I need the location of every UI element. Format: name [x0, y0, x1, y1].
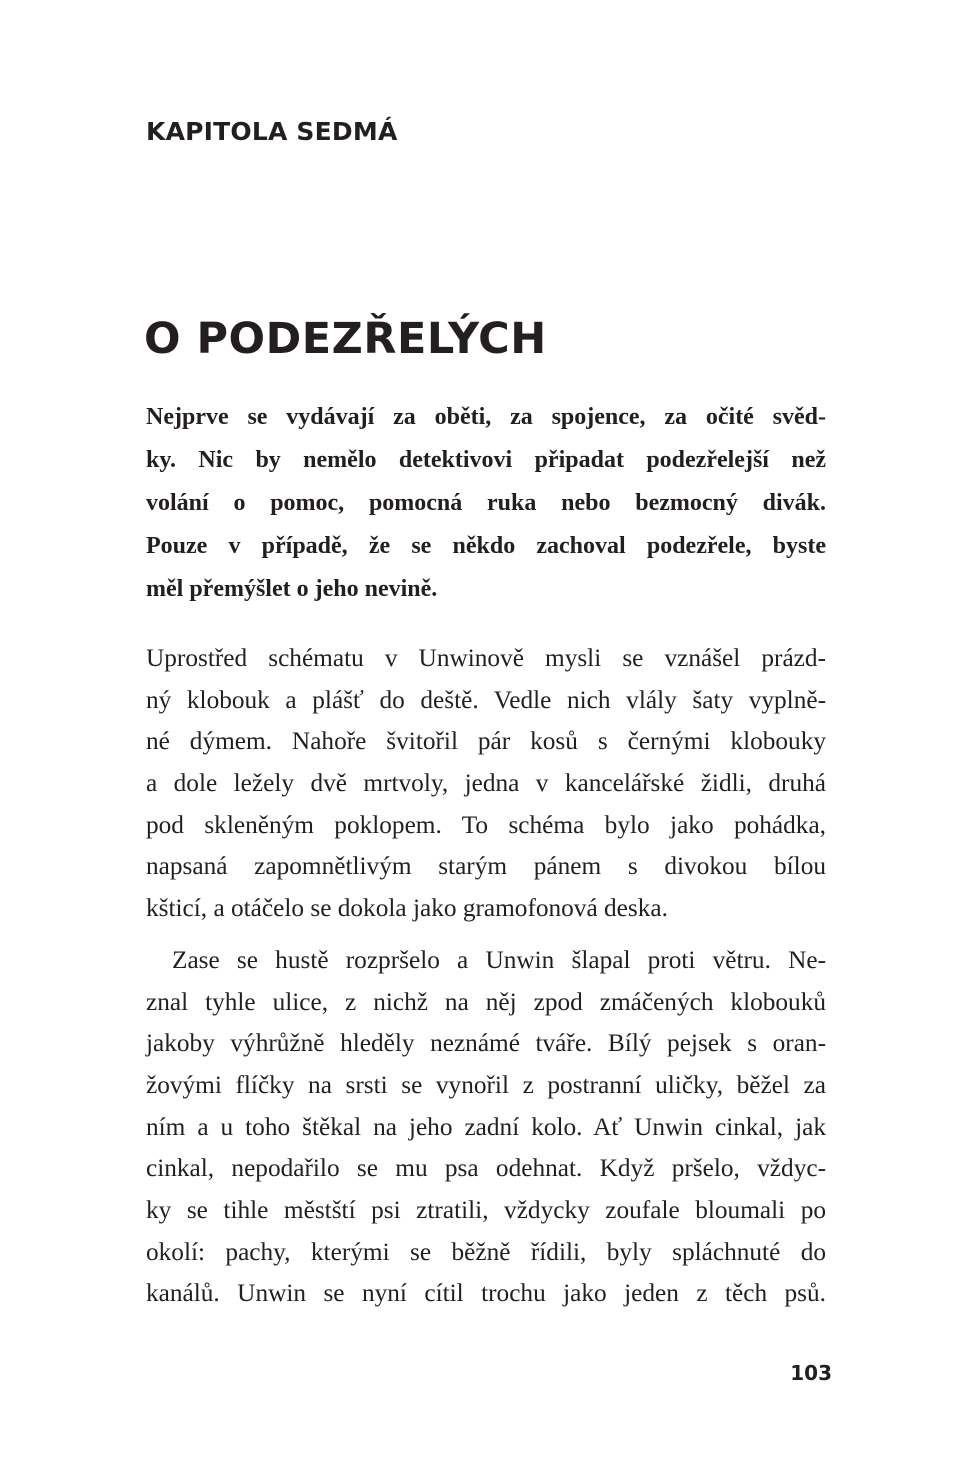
- paragraph-2: [146, 940, 826, 1315]
- body-line: pod skleněným poklopem. To schéma bylo jako pohádka,: [146, 810, 826, 839]
- body-line: Uprostřed schématu v Unwinově mysli se vznášel prázd-: [146, 644, 826, 672]
- body-line: ky se tihle městští psi ztratili, vždycky zoufale bloumali po: [146, 1195, 826, 1224]
- epigraph-line: Pouze v případě, že se někdo zachoval podezřele, byste: [146, 533, 826, 559]
- epigraph-line: volání o pomoc, pomocná ruka nebo bezmocný divák.: [146, 490, 826, 516]
- body-line: ný klobouk a plášť do deště. Vedle nich vlály šaty vyplně-: [146, 685, 826, 714]
- chapter-title: O PODEZŘELÝCH: [144, 314, 547, 364]
- paragraph-1: [146, 638, 826, 930]
- body-line: cinkal, nepodařilo se mu psa odehnat. Když pršelo, vždyc-: [146, 1154, 826, 1183]
- epigraph-line: Nejprve se vydávají za oběti, za spojence, za očité svěd-: [146, 404, 826, 430]
- epigraph-line: měl přemýšlet o jeho nevině.: [146, 576, 438, 602]
- body-line: kanálů. Unwin se nyní cítil trochu jako jeden z těch psů.: [146, 1279, 826, 1308]
- epigraph-line: ky. Nic by nemělo detektivovi připadat podezřelejší než: [146, 447, 826, 473]
- body-line: jakoby výhrůžně hleděly neznámé tváře. Bílý pejsek s oran-: [146, 1029, 826, 1058]
- body-line: a dole ležely dvě mrtvoly, jedna v kancelářské židli, druhá: [146, 769, 826, 798]
- epigraph: [146, 396, 826, 611]
- body-line: ním a u toho štěkal na jeho zadní kolo. Ať Unwin cinkal, jak: [146, 1112, 826, 1141]
- chapter-label: KAPITOLA SEDMÁ: [146, 117, 398, 146]
- body-line: Zase se hustě rozpršelo a Unwin šlapal proti větru. Ne-: [172, 945, 826, 974]
- body-line: znal tyhle ulice, z nichž na něj zpod zmáčených klobouků: [146, 987, 826, 1016]
- body-line: né dýmem. Nahoře švitořil pár kosů s černými klobouky: [146, 727, 826, 756]
- body-text: [146, 638, 826, 1315]
- body-line: žovými flíčky na srsti se vynořil z postranní uličky, běžel za: [146, 1070, 826, 1099]
- body-line: kšticí, a otáčelo se dokola jako gramofonová deska.: [146, 894, 668, 923]
- body-line: okolí: pachy, kterými se běžně řídili, byly spláchnuté do: [146, 1237, 826, 1266]
- page-number: 103: [790, 1361, 832, 1385]
- body-line: napsaná zapomnětlivým starým pánem s divokou bílou: [146, 852, 826, 881]
- paragraph-gap: [146, 930, 826, 940]
